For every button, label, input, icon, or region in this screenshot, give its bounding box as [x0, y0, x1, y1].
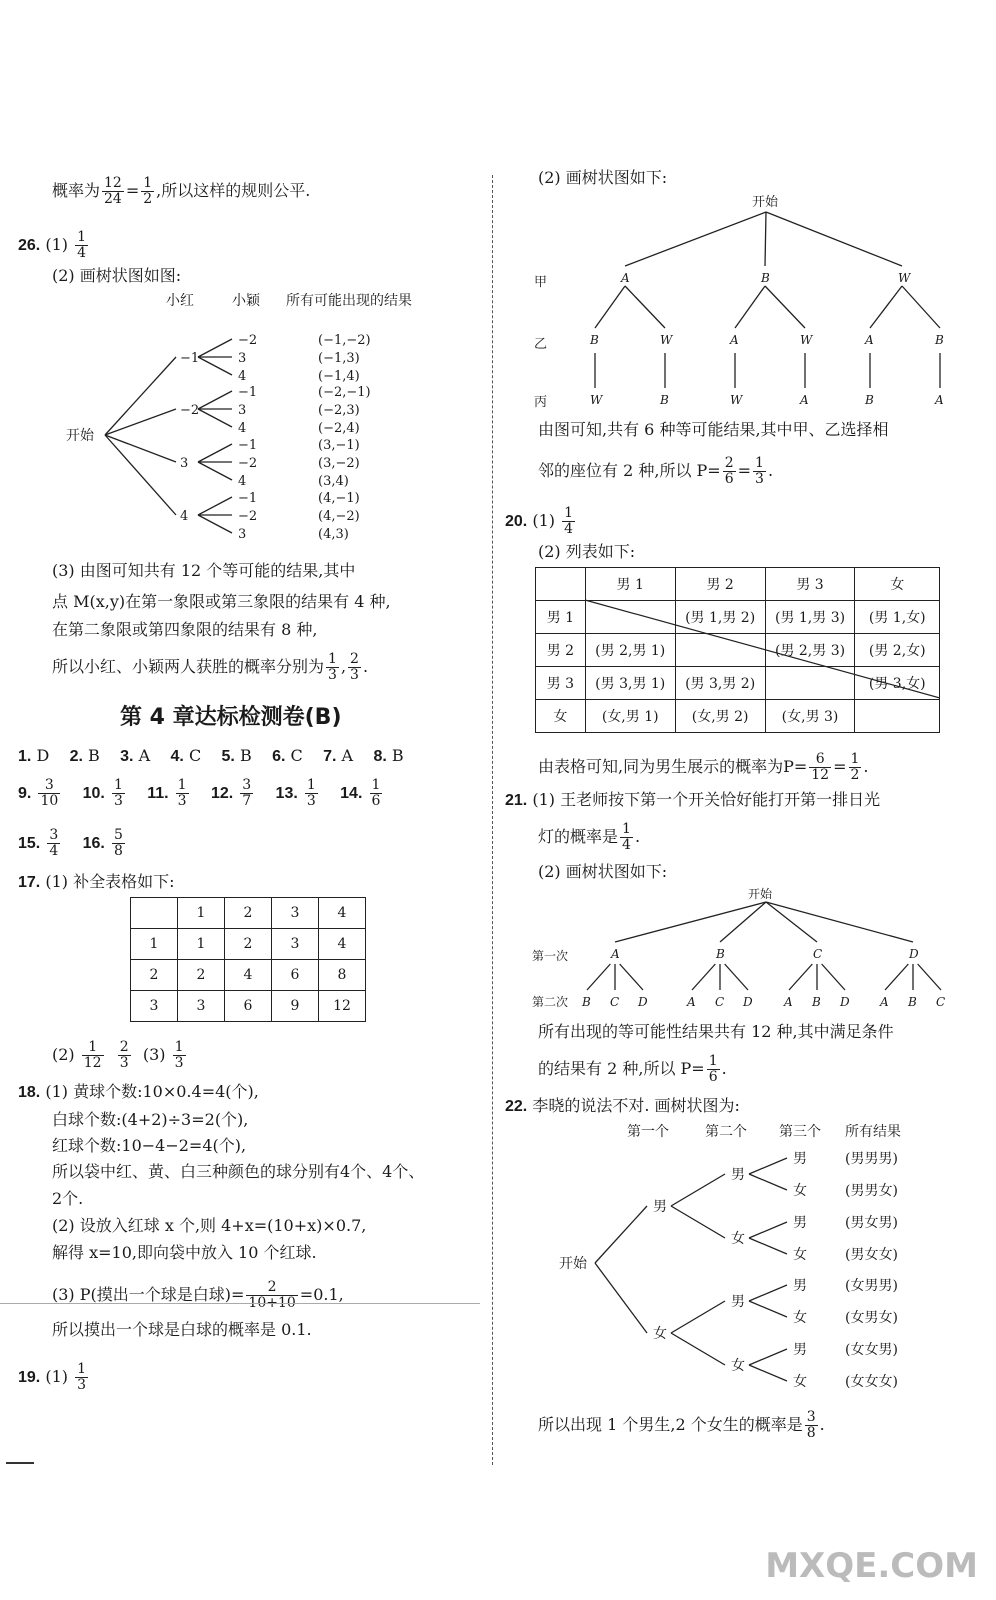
table-cell: (男 2,女) — [855, 634, 940, 667]
tree-branch — [749, 1174, 787, 1190]
tree-node: B — [660, 393, 669, 407]
tree-branch — [105, 435, 176, 462]
table-cell: 6 — [272, 960, 319, 991]
table-cell — [131, 898, 178, 929]
tree-node: B — [908, 995, 917, 1009]
tree-branch — [765, 212, 766, 266]
tree-node: B — [761, 271, 770, 285]
q21-part2: (2) 画树状图如下: — [538, 862, 668, 881]
tree-result: (4,3) — [318, 527, 349, 542]
tree-branch — [749, 1349, 787, 1365]
q26-part3-b: 点 M(x,y)在第一象限或第三象限的结果有 4 种, — [52, 592, 391, 611]
table-cell: 男 2 — [675, 568, 765, 601]
tree-node: −2 — [180, 403, 200, 418]
answer-letter: B — [391, 746, 404, 765]
tree-branch — [902, 286, 940, 328]
table-cell: 3 — [272, 898, 319, 929]
tree-node: −1 — [238, 385, 258, 400]
tree-branch — [587, 964, 610, 990]
tree-node: W — [800, 333, 813, 347]
table-cell: (男 2,男 1) — [585, 634, 675, 667]
tree-branch — [198, 515, 232, 533]
tree-node: 男 — [793, 1342, 807, 1358]
table-cell: 男 2 — [536, 634, 586, 667]
tree-node: W — [898, 271, 911, 285]
tree-branch — [671, 1206, 725, 1238]
q20-table-wrap — [535, 567, 940, 731]
tree-branch — [918, 964, 941, 990]
tree-node: 4 — [238, 369, 247, 384]
answer-letter: D — [36, 746, 50, 765]
tree-branch — [595, 1263, 647, 1333]
tree-branch — [198, 444, 232, 462]
tree-node: −1 — [180, 351, 200, 366]
page-mark — [6, 1462, 34, 1464]
tree-branch — [595, 286, 625, 328]
tree-node: A — [865, 333, 874, 347]
tree-node: 女 — [793, 1183, 807, 1199]
answer-number: 7. — [323, 748, 337, 765]
tree-branch — [198, 497, 232, 515]
q21-line1: 21. (1) 王老师按下第一个开关恰好能打开第一排日光 — [505, 790, 881, 809]
table-cell: (女,男 3) — [765, 700, 855, 733]
tree-row-label: 甲 — [534, 275, 548, 290]
q22-line1: 22. 李晓的说法不对. 画树状图为: — [505, 1096, 740, 1115]
tree-node: A — [611, 947, 620, 961]
tree-row-label: 丙 — [534, 395, 548, 410]
tree-row-label: 乙 — [534, 337, 548, 352]
table-cell: (男 1,男 3) — [765, 601, 855, 634]
tree-node: C — [813, 947, 823, 961]
q17-table — [130, 897, 366, 1022]
tree-header: 小红 — [166, 293, 194, 309]
answer-number: 5. — [221, 748, 235, 765]
tree-result: (男男女) — [845, 1183, 898, 1199]
tree-result: (男男男) — [845, 1151, 898, 1167]
tree-node: 男 — [653, 1199, 667, 1215]
tree-node: A — [935, 393, 944, 407]
mc-answers — [18, 746, 424, 767]
tree-branch — [765, 286, 805, 328]
answer-letter: B — [239, 746, 252, 765]
tree-row-label: 第二次 — [532, 995, 569, 1009]
table-cell: (女,男 1) — [585, 700, 675, 733]
tree-result: (3,4) — [318, 474, 349, 489]
tree-branch — [105, 435, 176, 515]
table-cell: 3 — [272, 929, 319, 960]
tree-node: −2 — [238, 509, 258, 524]
answer-number: 6. — [272, 748, 286, 765]
tree-header: 第三个 — [779, 1124, 821, 1140]
column-divider — [492, 175, 493, 1465]
tree-branch — [625, 212, 766, 266]
tree-node: 女 — [653, 1326, 667, 1342]
table-cell: 4 — [225, 960, 272, 991]
tree-branch — [766, 212, 902, 266]
table-cell: 2 — [178, 960, 225, 991]
q26-part3-d: 所以小红、小颖两人获胜的概率分别为 $\frac{1}{3}$ , $\frac{2}{3}$ . — [52, 651, 369, 683]
tree-branch — [105, 409, 176, 435]
tree-node: D — [840, 995, 850, 1009]
q19-conclusion-b: 邻的座位有 2 种,所以 P= $\frac{2}{6}$ = $\frac{1}{3}$ . — [538, 455, 774, 487]
tree-node: 女 — [731, 1231, 745, 1247]
answer-number: 15. — [18, 835, 41, 852]
table-cell: 1 — [178, 898, 225, 929]
tree-node: C — [936, 995, 946, 1009]
tree-result: (女女女) — [845, 1374, 898, 1390]
tree-branch — [749, 1301, 787, 1317]
tree-branch — [620, 964, 643, 990]
tree-node: 女 — [793, 1310, 807, 1326]
q19-part1: 19. (1) $\frac{1}{3}$ — [18, 1361, 87, 1393]
q21-line2: 灯的概率是 $\frac{1}{4}$ . — [538, 821, 641, 853]
tree-node: A — [880, 995, 889, 1009]
tree-header: 小颖 — [232, 293, 260, 309]
answer-number: 2. — [69, 748, 83, 765]
tree-result: (−2,3) — [318, 403, 360, 418]
q25-conclusion: 概率为 $\frac{12}{24}$ = $\frac{1}{2}$ ,所以这样的规则公平. — [52, 175, 311, 207]
tree-node: W — [590, 393, 603, 407]
tree-start: 开始 — [559, 1256, 587, 1272]
tree-branch — [671, 1333, 725, 1365]
tree-branch — [789, 964, 812, 990]
tree-header: 所有可能出现的结果 — [286, 293, 412, 309]
tree-branch — [749, 1365, 787, 1381]
tree-node: 男 — [731, 1167, 745, 1183]
tree-start: 开始 — [66, 428, 94, 444]
tree-node: −1 — [238, 491, 258, 506]
tree-node: 3 — [238, 403, 247, 418]
tree-branch — [749, 1285, 787, 1301]
q26-part3-c: 在第二象限或第四象限的结果有 8 种, — [52, 620, 318, 639]
q21-conclusion-a: 所有出现的等可能性结果共有 12 种,其中满足条件 — [538, 1022, 894, 1041]
q19-part2: (2) 画树状图如下: — [538, 168, 668, 187]
chapter-title: 第 4 章达标检测卷(B) — [120, 705, 342, 730]
tree-node: B — [865, 393, 874, 407]
tree-branch — [198, 357, 232, 375]
answer-number: 10. — [82, 785, 105, 802]
tree-diagram-q22 — [555, 1118, 955, 1398]
q19-conclusion-a: 由图可知,共有 6 种等可能结果,其中甲、乙选择相 — [538, 420, 889, 439]
answer-number: 8. — [373, 748, 387, 765]
answer-number: 11. — [147, 785, 169, 802]
tree-result: (男女男) — [845, 1215, 898, 1231]
q18-line2: 白球个数:(4+2)÷3=2(个), — [52, 1110, 249, 1129]
tree-diagram-q19 — [530, 188, 960, 413]
table-cell: (男 3,女) — [855, 667, 940, 700]
table-cell: 2 — [131, 960, 178, 991]
answer-letter: C — [290, 746, 303, 765]
table-cell: 女 — [536, 700, 586, 733]
answer-number: 14. — [340, 785, 363, 802]
q17-part1: 17. (1) 补全表格如下: — [18, 872, 175, 891]
q18-line7: 解得 x=10,即向袋中放入 10 个红球. — [52, 1243, 317, 1262]
q17-part2-3: (2) $\frac{1}{12}$ $\frac{2}{3}$ (3) $\frac{1}{3}$ — [52, 1039, 184, 1071]
tree-node: A — [800, 393, 809, 407]
tree-node: 4 — [180, 509, 189, 524]
q22-conclusion: 所以出现 1 个男生,2 个女生的概率是 $\frac{3}{8}$ . — [538, 1409, 825, 1441]
tree-node: −2 — [238, 456, 258, 471]
table-cell: (男 3,男 1) — [585, 667, 675, 700]
tree-node: 男 — [793, 1278, 807, 1294]
tree-node: B — [935, 333, 944, 347]
tree-branch — [822, 964, 845, 990]
answer-number: 3. — [120, 748, 134, 765]
tree-node: 3 — [238, 351, 247, 366]
tree-branch — [198, 339, 232, 357]
tree-result: (女男女) — [845, 1310, 898, 1326]
table-cell: 9 — [272, 991, 319, 1022]
q18-line8: (3) P(摸出一个球是白球)= $\frac{2}{10+10}$ =0.1, — [52, 1279, 344, 1311]
tree-node: B — [582, 995, 591, 1009]
tree-row-label: 第一次 — [532, 949, 569, 963]
tree-result: (4,−1) — [318, 491, 360, 506]
tree-node: 女 — [793, 1247, 807, 1263]
tree-result: (−2,−1) — [318, 385, 371, 400]
table-cell: 6 — [225, 991, 272, 1022]
q20-part1: 20. (1) $\frac{1}{4}$ — [505, 505, 574, 537]
table-cell: 3 — [131, 991, 178, 1022]
table-cell: 3 — [178, 991, 225, 1022]
watermark: MXQE.COM — [765, 1546, 978, 1586]
table-cell: (男 1,女) — [855, 601, 940, 634]
tree-branch — [749, 1158, 787, 1174]
q18-line4: 所以袋中红、黄、白三种颜色的球分别有4个、4个、 — [52, 1162, 425, 1181]
answer-number: 9. — [18, 785, 32, 802]
tree-node: 3 — [180, 456, 189, 471]
q18-line5: 2个. — [52, 1189, 84, 1208]
tree-branch — [625, 286, 665, 328]
tree-branch — [870, 286, 902, 328]
fill-answers-row1: 9. $\frac{3}{10}$ 10. $\frac{1}{3}$ 11. $\frac{1}{3}$ 12. $\frac{3}{7}$ 13. $\frac{1}{3}$ 14. $\frac{1}{6}$ — [18, 777, 381, 809]
table-cell: (女,男 2) — [675, 700, 765, 733]
q26-part1: 26. (1) $\frac{1}{4}$ — [18, 229, 87, 261]
tree-branch — [595, 1206, 647, 1263]
q26-part3-a: (3) 由图可知共有 12 个等可能的结果,其中 — [52, 561, 356, 580]
answer-letter: A — [138, 746, 151, 765]
table-cell: (男 3,男 2) — [675, 667, 765, 700]
table-cell: (男 1,男 2) — [675, 601, 765, 634]
q18-line3: 红球个数:10−4−2=4(个), — [52, 1136, 247, 1155]
q20-conclusion: 由表格可知,同为男生展示的概率为P= $\frac{6}{12}$ = $\frac{1}{2}$ . — [538, 751, 869, 783]
q18-line1: 18. (1) 黄球个数:10×0.4=4(个), — [18, 1082, 259, 1101]
tree-result: (−1,3) — [318, 351, 360, 366]
answer-letter: A — [341, 746, 354, 765]
tree-start: 开始 — [748, 887, 773, 901]
tree-result: (女男男) — [845, 1278, 898, 1294]
tree-branch — [198, 409, 232, 427]
tree-node: D — [743, 995, 753, 1009]
tree-start: 开始 — [752, 195, 779, 210]
table-cell: (男 2,男 3) — [765, 634, 855, 667]
tree-branch — [692, 964, 715, 990]
answer-number: 4. — [170, 748, 184, 765]
tree-branch — [725, 964, 748, 990]
tree-node: D — [638, 995, 648, 1009]
tree-result: (−2,4) — [318, 421, 360, 436]
answer-number: 12. — [210, 785, 234, 802]
tree-node: 4 — [238, 474, 247, 489]
tree-result: (−1,−2) — [318, 333, 371, 348]
tree-branch — [671, 1174, 725, 1206]
tree-result: (女女男) — [845, 1342, 898, 1358]
tree-node: A — [730, 333, 739, 347]
answer-number: 13. — [275, 785, 298, 802]
tree-node: A — [621, 271, 630, 285]
tree-node: 男 — [731, 1294, 745, 1310]
tree-node: C — [610, 995, 620, 1009]
table-cell: 4 — [319, 929, 366, 960]
tree-result: (男女女) — [845, 1247, 898, 1263]
table-cell: 1 — [131, 929, 178, 960]
table-cell: 男 1 — [585, 568, 675, 601]
tree-branch — [198, 462, 232, 480]
table-cell: 8 — [319, 960, 366, 991]
tree-branch — [766, 902, 913, 942]
table-cell: 2 — [225, 929, 272, 960]
tree-branch — [105, 357, 176, 435]
tree-node: A — [687, 995, 696, 1009]
tree-node: B — [590, 333, 599, 347]
fill-answers-row2: 15. $\frac{3}{4}$ 16. $\frac{5}{8}$ — [18, 827, 123, 859]
q18-line9: 所以摸出一个球是白球的概率是 0.1. — [52, 1320, 312, 1339]
table-cell: 女 — [855, 568, 940, 601]
tree-branch — [749, 1238, 787, 1254]
tree-result: (−1,4) — [318, 369, 360, 384]
tree-node: A — [784, 995, 793, 1009]
tree-result: (4,−2) — [318, 509, 360, 524]
tree-node: D — [909, 947, 919, 961]
table-cell: 1 — [178, 929, 225, 960]
tree-node: W — [660, 333, 673, 347]
tree-node: B — [812, 995, 821, 1009]
tree-branch — [885, 964, 908, 990]
table-cell: 12 — [319, 991, 366, 1022]
tree-node: C — [715, 995, 725, 1009]
table-cell: 男 3 — [765, 568, 855, 601]
tree-branch — [735, 286, 765, 328]
tree-node: 男 — [793, 1151, 807, 1167]
tree-result: (3,−1) — [318, 438, 360, 453]
answer-letter: C — [188, 746, 202, 765]
tree-branch — [766, 902, 817, 942]
answer-number: 1. — [18, 748, 32, 765]
tree-diagram-q21 — [530, 884, 960, 1014]
tree-branch — [749, 1222, 787, 1238]
tree-diagram-q26 — [60, 285, 460, 555]
tree-result: (3,−2) — [318, 456, 360, 471]
table-cell: 男 1 — [536, 601, 586, 634]
tree-header: 第一个 — [627, 1124, 669, 1140]
tree-node: 4 — [238, 421, 247, 436]
table-cell: 4 — [319, 898, 366, 929]
q20-part2: (2) 列表如下: — [538, 542, 636, 561]
answer-number: 16. — [82, 835, 105, 852]
tree-branch — [198, 391, 232, 409]
tree-node: −2 — [238, 333, 258, 348]
tree-node: W — [730, 393, 743, 407]
tree-header: 第二个 — [705, 1124, 747, 1140]
tree-header: 所有结果 — [845, 1124, 901, 1140]
tree-node: −1 — [238, 438, 258, 453]
tree-node: 男 — [793, 1215, 807, 1231]
table-cell: 男 3 — [536, 667, 586, 700]
table-diagonal — [535, 567, 940, 731]
scan-line — [0, 1303, 480, 1304]
tree-node: B — [716, 947, 725, 961]
tree-node: 女 — [793, 1374, 807, 1390]
q18-line6: (2) 设放入红球 x 个,则 4+x=(10+x)×0.7, — [52, 1216, 367, 1235]
answer-letter: B — [88, 746, 100, 765]
q26-part2: (2) 画树状图如图: — [52, 266, 182, 285]
q21-conclusion-b: 的结果有 2 种,所以 P= $\frac{1}{6}$ . — [538, 1053, 727, 1085]
tree-node: 3 — [238, 527, 247, 542]
table-cell: 2 — [225, 898, 272, 929]
tree-node: 女 — [731, 1358, 745, 1374]
tree-branch — [671, 1301, 725, 1333]
